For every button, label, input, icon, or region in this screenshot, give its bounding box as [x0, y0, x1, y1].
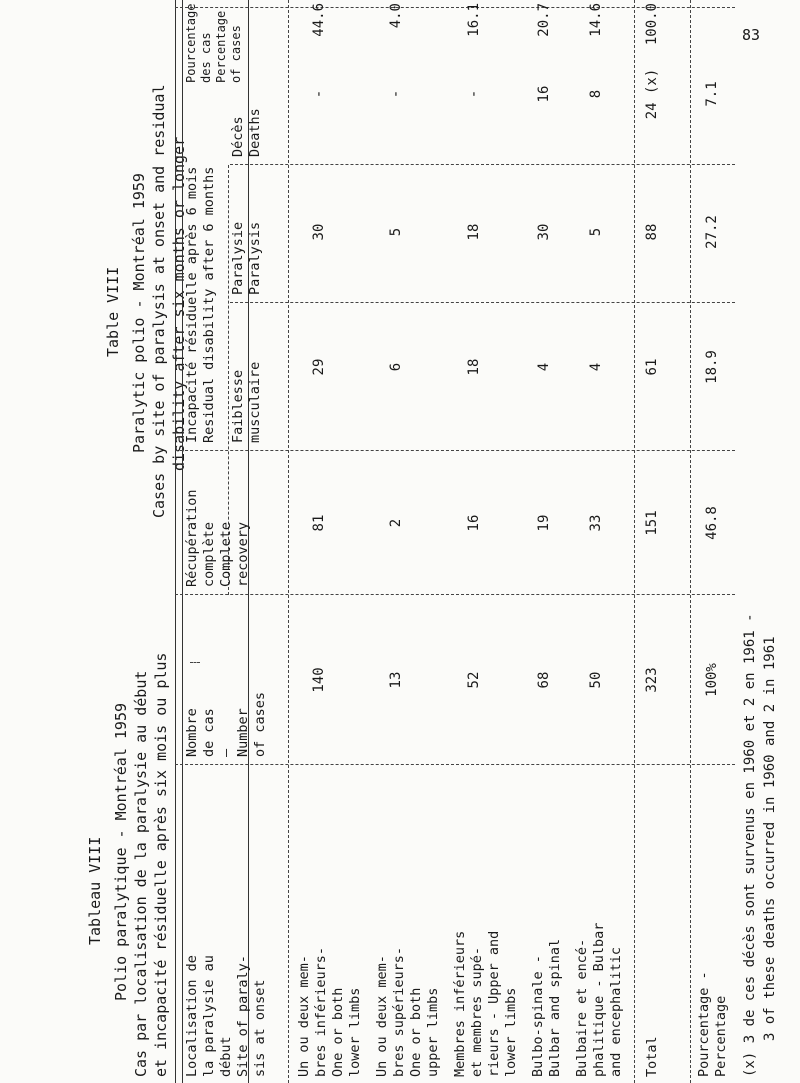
cell-number: 13 — [388, 671, 404, 689]
cell-weakness: 4 — [536, 362, 552, 372]
cell-paralysis: 5 — [388, 227, 404, 237]
header-residual-group-text: Incapacité résiduelle après 6 mois Residual disability after 6 months — [184, 166, 217, 443]
cell-deaths-pct: 7.1 — [704, 81, 720, 107]
cell-percentage: 44.6 — [311, 3, 327, 37]
cell-paralysis: 18 — [466, 223, 482, 241]
cell-weakness: 29 — [311, 358, 327, 376]
header-body-divider — [288, 0, 289, 1083]
cell-deaths: 8 — [588, 89, 604, 99]
row-label-total: Total — [644, 1036, 660, 1077]
cell-deaths: 16 — [536, 85, 552, 103]
fr-table-title: Tableau VIII — [86, 836, 104, 945]
cell-percentage-total: 100.0 — [644, 3, 660, 46]
cell-recovery: 33 — [588, 514, 604, 532]
header-number: Nombre de cas — Number of cases — [184, 691, 268, 757]
row-label-upper-and-lower: Membres inférieurs et membres supé- rieurs - Upper and lower limbs — [452, 930, 519, 1077]
cell-paralysis: 30 — [311, 223, 327, 241]
cell-recovery: 2 — [388, 518, 404, 528]
cell-deaths: - — [466, 89, 482, 99]
en-title-line2: Cases by site of paralysis at onset and residual — [150, 84, 168, 518]
col-divider-weakness-paralysis — [230, 302, 735, 303]
fr-title-line2: Cas par localisation de la paralysie au début — [132, 670, 150, 1077]
cell-number: 50 — [588, 671, 604, 689]
header-paralysis: Paralysie Paralysis — [230, 221, 263, 295]
cell-weakness: 18 — [466, 358, 482, 376]
cell-deaths: - — [388, 89, 404, 99]
cell-weakness-total: 61 — [644, 358, 660, 376]
cell-paralysis: 5 — [588, 227, 604, 237]
minor-tick — [190, 662, 200, 663]
cell-deaths: - — [311, 89, 327, 99]
header-recovery: Récupération complète Complete recovery — [184, 489, 251, 587]
col-divider-number-recovery — [175, 594, 735, 595]
cell-number-pct: 100% — [704, 663, 720, 697]
row-label-bulbar-spinal: Bulbo-spinale - Bulbar and spinal — [530, 938, 563, 1077]
col-divider-recovery-weakness — [175, 450, 735, 451]
col-divider-site-number — [175, 764, 735, 765]
cell-recovery-pct: 46.8 — [704, 506, 720, 540]
table-top-border-2 — [182, 0, 183, 1083]
en-table-title: Table VIII — [104, 266, 122, 357]
en-title-line1: Paralytic polio - Montréal 1959 — [130, 173, 148, 453]
cell-recovery-total: 151 — [644, 510, 660, 536]
cell-number-total: 323 — [644, 667, 660, 693]
cell-weakness-pct: 18.9 — [704, 350, 720, 384]
cell-recovery: 81 — [311, 514, 327, 532]
header-weakness: Faiblesse musculaire — [230, 361, 263, 443]
cell-weakness: 6 — [388, 362, 404, 372]
footnote-en: 3 of these deaths occurred in 1960 and 2 in 1961 — [762, 636, 778, 1041]
row-label-lower-limbs: Un ou deux mem- bres inférieurs- One or both lower limbs — [296, 946, 363, 1077]
header-deaths: Décès Deaths — [230, 108, 263, 157]
cell-percentage: 4.0 — [388, 3, 404, 29]
col-divider-paralysis-deaths — [230, 164, 735, 165]
total-percentage-divider — [690, 0, 691, 1083]
cell-paralysis-pct: 27.2 — [704, 215, 720, 249]
cell-deaths-total: 24 (x) — [644, 68, 660, 120]
footnote-fr: (x) 3 de ces décès sont survenus en 1960 et 2 en 1961 - — [742, 613, 758, 1077]
en-title-line3: disability after six months or longer — [170, 136, 188, 471]
cell-recovery: 19 — [536, 514, 552, 532]
body-total-divider — [634, 0, 635, 1083]
fr-title-line3: et incapacité résiduelle après six mois ou plus — [152, 652, 170, 1077]
cell-number: 68 — [536, 671, 552, 689]
table-top-border — [175, 0, 176, 1083]
cell-weakness: 4 — [588, 362, 604, 372]
cell-paralysis-total: 88 — [644, 223, 660, 241]
fr-title-line1: Polio paralytique - Montréal 1959 — [112, 702, 130, 1001]
cell-percentage: 20.7 — [536, 3, 552, 37]
page-number: 83 — [742, 26, 761, 44]
row-label-upper-limbs: Un ou deux mem- bres supérieurs- One or both upper limbs — [374, 946, 441, 1077]
cell-percentage: 16.1 — [466, 3, 482, 37]
header-site: Localisation de la paralysie au début Site of paraly- sis at onset — [184, 955, 268, 1077]
row-label-bulbar-encephalitic: Bulbaire et encé- phalitique - Bulbar and encephalitic — [574, 922, 624, 1077]
header-percentage-text: Pourcentage des cas Percentage of cases — [184, 3, 243, 83]
cell-number: 52 — [466, 671, 482, 689]
row-label-percentage: Pourcentage - Percentage — [696, 971, 729, 1077]
cell-percentage: 14.6 — [588, 3, 604, 37]
cell-paralysis: 30 — [536, 223, 552, 241]
cell-number: 140 — [311, 667, 327, 693]
cell-recovery: 16 — [466, 514, 482, 532]
